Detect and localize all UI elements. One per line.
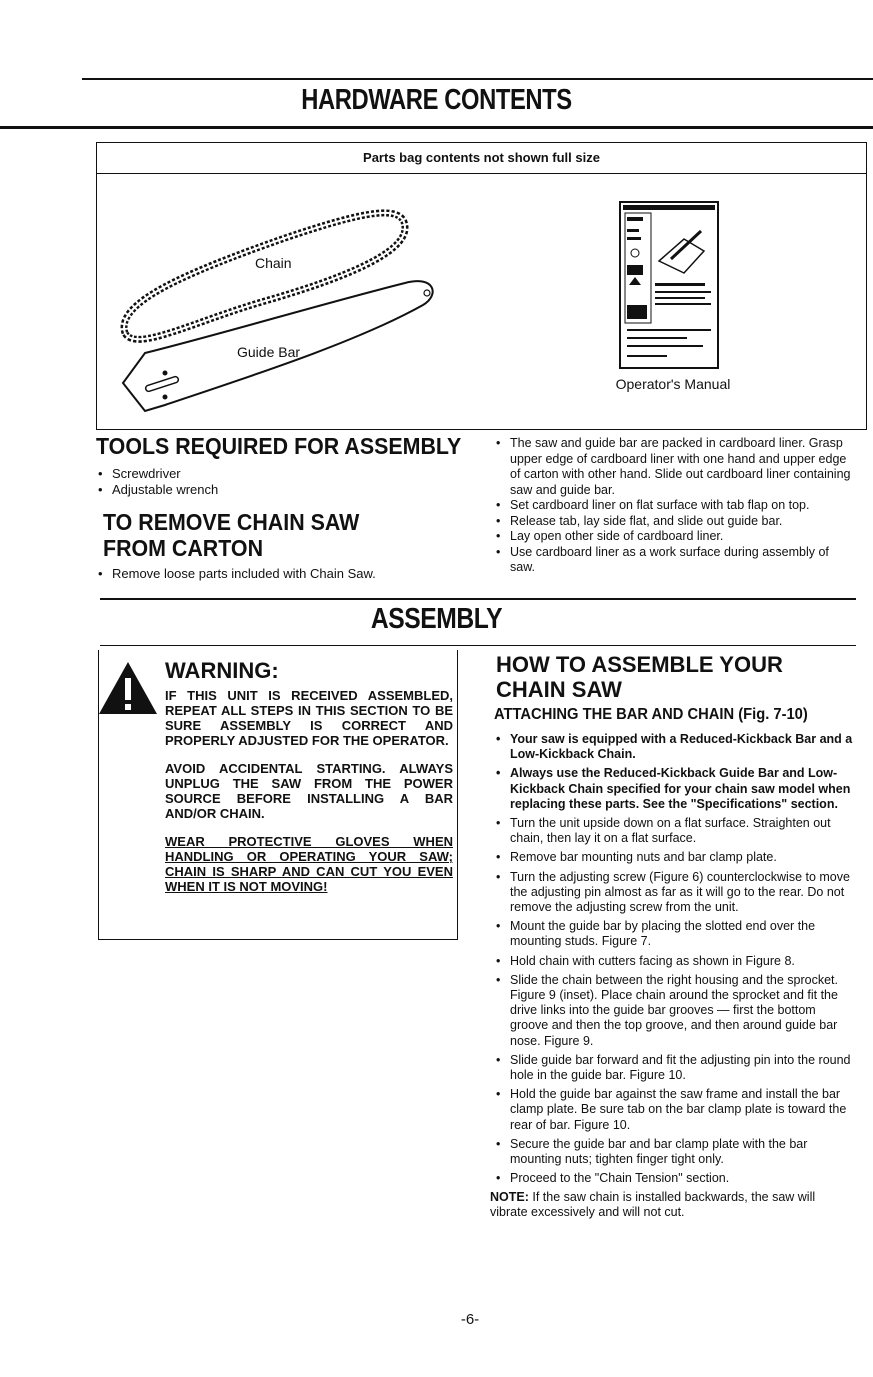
- assembly-steps-list: [494, 732, 856, 1186]
- list-item: • Hold the guide bar against the saw frame and install the bar clamp plate. Be sure tab on the bar clamp plate is toward the rear of bar. Figure 10.: [494, 1087, 856, 1133]
- page-number: -6-: [460, 1311, 480, 1328]
- page-title: HARDWARE CONTENTS: [301, 84, 572, 116]
- how-to-heading-line2: CHAIN SAW: [496, 677, 622, 702]
- list-item: • Proceed to the "Chain Tension" section.: [494, 1171, 856, 1186]
- note: [490, 1190, 856, 1220]
- list-item: • Slide the chain between the right housing and the sprocket. Figure 9 (inset). Place chain around the sprocket and fit the drive links into the guide bar grooves — first the bottom groove and then the top groove, and then around guide bar nose. Figure 9.: [494, 973, 856, 1049]
- operators-manual-label: Operator's Manual: [615, 376, 731, 392]
- note-label: NOTE:: [490, 1190, 529, 1204]
- operators-manual-illustration: [619, 201, 719, 369]
- remove-heading-line2: FROM CARTON: [103, 535, 264, 561]
- warning-paragraph: AVOID ACCIDENTAL STARTING. ALWAYS UNPLUG THE SAW FROM THE POWER SOURCE BEFORE INSTALLING A BAR AND/OR CHAIN.: [165, 761, 453, 821]
- warning-paragraph: WEAR PROTECTIVE GLOVES WHEN HANDLING OR OPERATING YOUR SAW; CHAIN IS SHARP AND CAN CUT YOU EVEN WHEN IT IS NOT MOVING!: [165, 834, 453, 894]
- list-item: • Use cardboard liner as a work surface during assembly of saw.: [494, 545, 856, 576]
- list-item: • Slide guide bar forward and fit the adjusting pin into the round hole in the guide bar. Figure 10.: [494, 1053, 856, 1083]
- parts-box: [96, 142, 867, 430]
- parts-box-header: Parts bag contents not shown full size: [97, 143, 866, 174]
- list-item: • Lay open other side of cardboard liner.: [494, 529, 856, 545]
- list-item: • Remove bar mounting nuts and bar clamp plate.: [494, 850, 856, 865]
- list-item: • Adjustable wrench: [96, 482, 456, 498]
- top-rule: [82, 78, 873, 80]
- list-item: • Hold chain with cutters facing as shown in Figure 8.: [494, 954, 856, 969]
- list-item: • Remove loose parts included with Chain Saw.: [96, 566, 456, 582]
- assembly-rule-bottom: [100, 645, 856, 646]
- guide-bar-label: Guide Bar: [237, 344, 301, 360]
- remove-list: [96, 566, 456, 582]
- warning-body: [165, 688, 453, 907]
- attaching-subheading: ATTACHING THE BAR AND CHAIN (Fig. 7-10): [494, 706, 808, 723]
- assembly-title: ASSEMBLY: [370, 603, 503, 635]
- list-item: • Set cardboard liner on flat surface with tab flap on top.: [494, 498, 856, 514]
- list-item: • Secure the guide bar and bar clamp plate with the bar mounting nuts; tighten finger tight only.: [494, 1137, 856, 1167]
- warning-box: [98, 650, 458, 940]
- title-rule: [0, 126, 873, 129]
- note-text: If the saw chain is installed backwards, the saw will vibrate excessively and will not cut.: [490, 1190, 816, 1220]
- warning-icon: [97, 660, 159, 716]
- how-to-heading-line1: HOW TO ASSEMBLE YOUR: [496, 652, 783, 677]
- tools-heading: TOOLS REQUIRED FOR ASSEMBLY: [96, 433, 462, 459]
- carton-steps-list: [494, 436, 856, 576]
- list-item: • Always use the Reduced-Kickback Guide Bar and Low-Kickback Chain specified for your chain saw model when replacing these parts. See the "Specifications" section.: [494, 766, 856, 812]
- chain-label: Chain: [255, 255, 292, 271]
- chain-and-guide-bar-illustration: [105, 183, 445, 418]
- remove-heading-line1: TO REMOVE CHAIN SAW: [103, 509, 360, 535]
- list-item: • Mount the guide bar by placing the slotted end over the mounting studs. Figure 7.: [494, 919, 856, 949]
- list-item: • The saw and guide bar are packed in cardboard liner. Grasp upper edge of cardboard liner with one hand and upper edge of carton with other hand. Slide out cardboard liner containing saw and guide bar.: [494, 436, 856, 498]
- list-item: • Screwdriver: [96, 466, 456, 482]
- warning-paragraph: IF THIS UNIT IS RECEIVED ASSEMBLED, REPEAT ALL STEPS IN THIS SECTION TO BE SURE ASSEMBLY IS CORRECT AND PROPERLY ADJUSTED FOR THE OPERATOR.: [165, 688, 453, 748]
- warning-title: WARNING:: [165, 658, 279, 683]
- list-item: • Your saw is equipped with a Reduced-Kickback Bar and a Low-Kickback Chain.: [494, 732, 856, 762]
- tools-list: [96, 466, 456, 497]
- assembly-rule-top: [100, 598, 856, 600]
- list-item: • Turn the unit upside down on a flat surface. Straighten out chain, then lay it on a flat surface.: [494, 816, 856, 846]
- list-item: • Turn the adjusting screw (Figure 6) counterclockwise to move the adjusting pin almost as far as it will go to the rear. Do not remove the adjusting screw from the unit.: [494, 870, 856, 916]
- list-item: • Release tab, lay side flat, and slide out guide bar.: [494, 514, 856, 530]
